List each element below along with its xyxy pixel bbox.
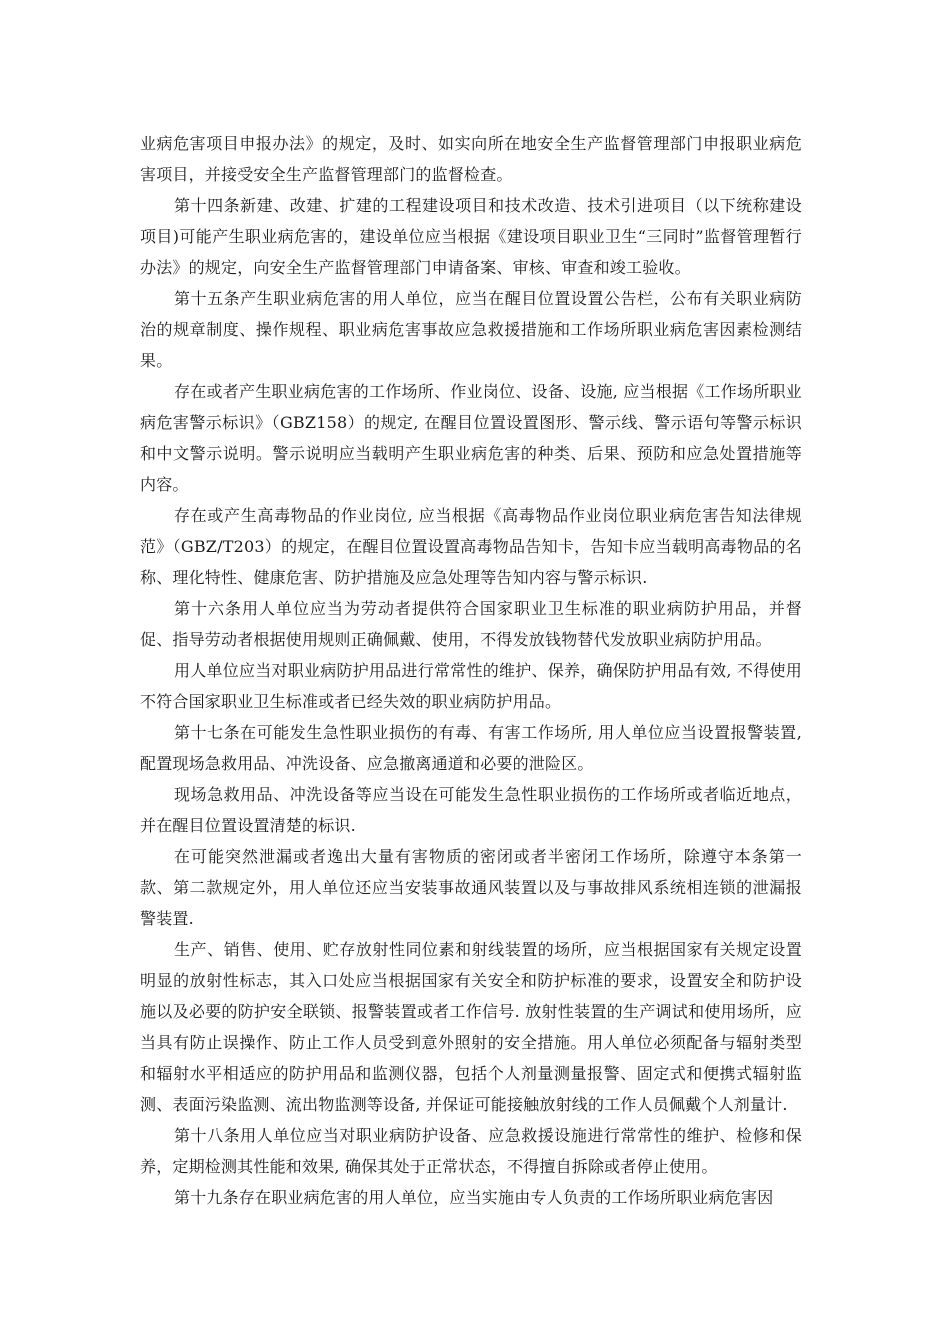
paragraph-article-18: 第十八条用人单位应当对职业病防护设备、应急救援设施进行常常性的维护、检修和保养，定期检测其性能和效果, 确保其处于正常状态，不得擅自拆除或者停止使用。	[140, 1126, 802, 1176]
paragraph-1: 业病危害项目申报办法》的规定，及时、如实向所在地安全生产监督管理部门申报职业病危害项目，并接受安全生产监督管理部门的监督检查。	[140, 134, 802, 184]
paragraph-protective-maintenance: 用人单位应当对职业病防护用品进行常常性的维护、保养，确保防护用品有效, 不得使用不符合国家职业卫生标准或者已经失效的职业病防护用品。	[140, 661, 802, 711]
paragraph-article-15: 第十五条产生职业病危害的用人单位，应当在醒目位置设置公告栏，公布有关职业病防治的规章制度、操作规程、职业病危害事故应急救援措施和工作场所职业病危害因素检测结果。	[140, 289, 802, 370]
paragraph-article-17: 第十七条在可能发生急性职业损伤的有毒、有害工作场所, 用人单位应当设置报警装置, 配置现场急救用品、冲洗设备、应急撤离通道和必要的泄险区。	[140, 723, 802, 773]
paragraph-warning-signs: 存在或者产生职业病危害的工作场所、作业岗位、设备、设施, 应当根据《工作场所职业病危害警示标识》（GBZ158）的规定, 在醒目位置设置图形、警示线、警示语句等警示标识和中文警示说明。警示说明应当载明产生职业病危害的种类、后果、预防和应急处置措施等内容。	[140, 382, 802, 494]
paragraph-radiation: 生产、销售、使用、贮存放射性同位素和射线装置的场所，应当根据国家有关规定设置明显的放射性标志，其入口处应当根据国家有关安全和防护标准的要求，设置安全和防护设施以及必要的防护安全联锁、报警装置或者工作信号. 放射性装置的生产调试和使用场所，应当具有防止误操作、防止工作人员受到意外照射的安全措施。用人单位必须配备与辐射类型和辐射水平相适应的防护用品和监测仪器，包括个人剂量测量报警、固定式和便携式辐射监测、表面污染监测、流出物监测等设备, 并保证可能接触放射线的工作人员佩戴个人剂量计.	[140, 940, 802, 1114]
document-page	[140, 128, 802, 1213]
paragraph-article-16: 第十六条用人单位应当为劳动者提供符合国家职业卫生标准的职业病防护用品，并督促、指导劳动者根据使用规则正确佩戴、使用，不得发放钱物替代发放职业病防护用品。	[140, 599, 802, 649]
paragraph-article-19: 第十九条存在职业病危害的用人单位，应当实施由专人负责的工作场所职业病危害因	[174, 1188, 774, 1207]
paragraph-leak-alarm: 在可能突然泄漏或者逸出大量有害物质的密闭或者半密闭工作场所，除遵守本条第一款、第二款规定外，用人单位还应当安装事故通风装置以及与事故排风系统相连锁的泄漏报警装置.	[140, 847, 802, 928]
paragraph-high-toxicity: 存在或产生高毒物品的作业岗位, 应当根据《高毒物品作业岗位职业病危害告知法律规范》（GBZ/T203）的规定，在醒目位置设置高毒物品告知卡，告知卡应当载明高毒物品的名称、理化特性、健康危害、防护措施及应急处理等告知内容与警示标识.	[140, 506, 802, 587]
paragraph-article-14: 第十四条新建、改建、扩建的工程建设项目和技术改造、技术引进项目（以下统称建设项目)可能产生职业病危害的，建设单位应当根据《建设项目职业卫生“三同时”监督管理暂行办法》的规定，向安全生产监督管理部门申请备案、审核、审查和竣工验收。	[140, 196, 802, 277]
paragraph-first-aid: 现场急救用品、冲洗设备等应当设在可能发生急性职业损伤的工作场所或者临近地点，并在醒目位置设置清楚的标识.	[140, 785, 802, 835]
